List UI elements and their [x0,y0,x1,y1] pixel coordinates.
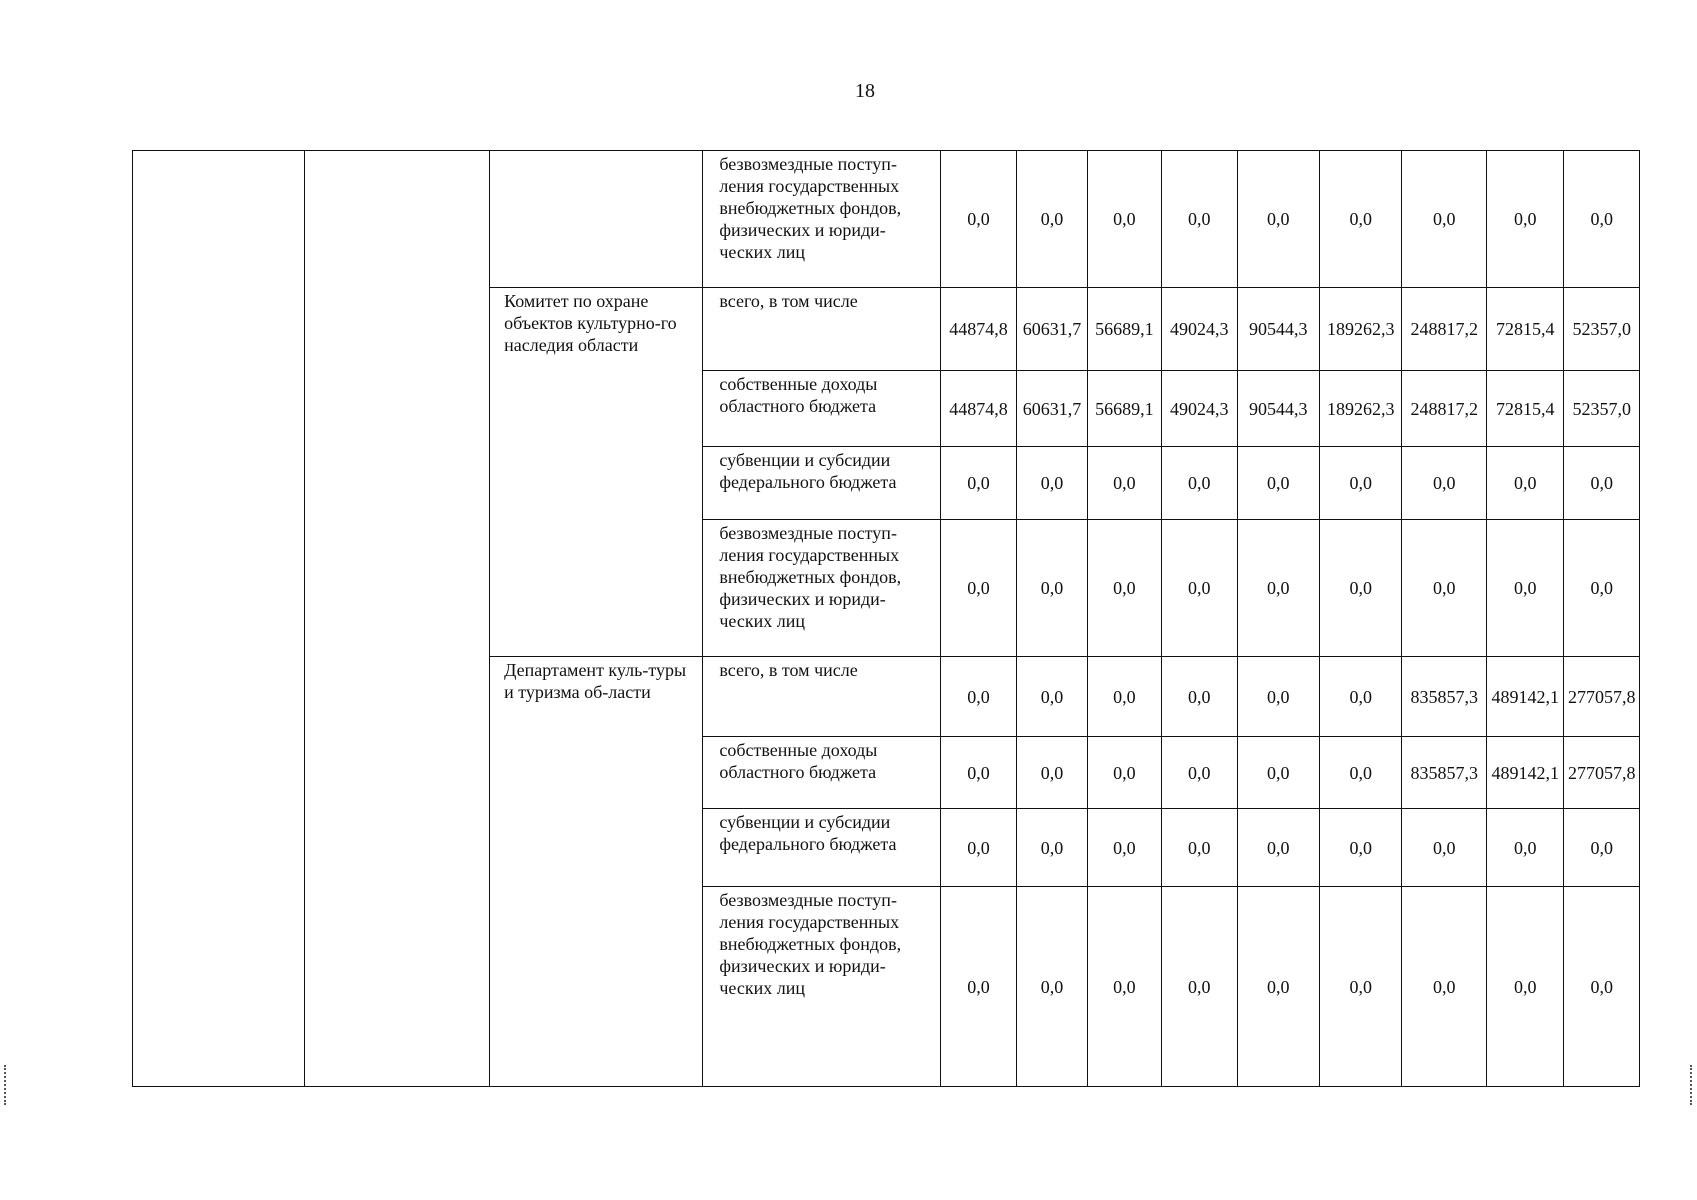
value-cell: 0,0 [940,887,1016,1087]
value-cell: 0,0 [1564,887,1640,1087]
value-cell: 0,0 [1320,520,1402,657]
value-cell: 0,0 [1087,887,1161,1087]
value-cell: 0,0 [1564,151,1640,288]
value-cell: 0,0 [1320,737,1402,809]
scan-edge-mark-left [4,1065,8,1105]
org-cell: Департамент куль-туры и туризма об-ласти [490,657,703,1087]
value-cell: 0,0 [940,809,1016,887]
value-cell: 0,0 [1486,447,1563,520]
value-cell: 0,0 [1162,657,1237,737]
funding-source-cell: всего, в том числе [703,288,940,371]
value-cell: 189262,3 [1320,371,1402,447]
value-cell: 0,0 [1320,887,1402,1087]
value-cell: 248817,2 [1402,288,1487,371]
value-cell: 0,0 [1320,657,1402,737]
page-number: 18 [855,80,875,102]
value-cell: 52357,0 [1564,288,1640,371]
funding-source-cell: безвозмездные поступ-ления государственных внебюджетных фондов, физических и юриди-ческих лиц [703,151,940,288]
empty-column-2 [305,151,490,1087]
funding-source-cell: безвозмездные поступ-ления государственных внебюджетных фондов, физических и юриди-ческих лиц [703,520,940,657]
value-cell: 60631,7 [1017,371,1087,447]
value-cell: 0,0 [1162,887,1237,1087]
value-cell: 56689,1 [1087,288,1161,371]
value-cell: 0,0 [1486,520,1563,657]
value-cell: 52357,0 [1564,371,1640,447]
value-cell: 0,0 [1162,809,1237,887]
value-cell: 72815,4 [1486,288,1563,371]
value-cell: 0,0 [1017,447,1087,520]
value-cell: 0,0 [940,447,1016,520]
value-cell: 0,0 [1237,657,1319,737]
table-row [133,151,1640,288]
funding-source-cell: собственные доходы областного бюджета [703,371,940,447]
value-cell: 0,0 [1017,887,1087,1087]
value-cell: 0,0 [1017,520,1087,657]
funding-source-cell: субвенции и субсидии федерального бюджета [703,447,940,520]
value-cell: 0,0 [1486,809,1563,887]
value-cell: 835857,3 [1402,737,1487,809]
value-cell: 0,0 [1402,151,1487,288]
scan-edge-mark-right [1690,1065,1694,1105]
value-cell: 489142,1 [1486,657,1563,737]
value-cell: 72815,4 [1486,371,1563,447]
value-cell: 0,0 [940,520,1016,657]
value-cell: 0,0 [940,657,1016,737]
value-cell: 0,0 [1564,520,1640,657]
value-cell: 0,0 [1017,737,1087,809]
value-cell: 0,0 [1320,809,1402,887]
value-cell: 0,0 [1017,657,1087,737]
value-cell: 49024,3 [1162,288,1237,371]
value-cell: 0,0 [1162,737,1237,809]
funding-source-cell: безвозмездные поступ-ления государственных внебюджетных фондов, физических и юриди-ческих лиц [703,887,940,1087]
org-cell: Комитет по охране объектов культурно-го наследия области [490,288,703,657]
value-cell: 0,0 [1087,520,1161,657]
value-cell: 0,0 [1087,447,1161,520]
value-cell: 0,0 [1237,809,1319,887]
value-cell: 0,0 [1087,657,1161,737]
value-cell: 835857,3 [1402,657,1487,737]
value-cell: 0,0 [1237,151,1319,288]
funding-source-cell: собственные доходы областного бюджета [703,737,940,809]
org-cell [490,151,703,288]
value-cell: 0,0 [1162,151,1237,288]
value-cell: 248817,2 [1402,371,1487,447]
value-cell: 90544,3 [1237,371,1319,447]
value-cell: 0,0 [1402,520,1487,657]
value-cell: 0,0 [940,737,1016,809]
value-cell: 44874,8 [940,371,1016,447]
value-cell: 60631,7 [1017,288,1087,371]
value-cell: 56689,1 [1087,371,1161,447]
funding-source-cell: всего, в том числе [703,657,940,737]
value-cell: 0,0 [1402,887,1487,1087]
value-cell: 0,0 [1402,447,1487,520]
value-cell: 0,0 [1162,447,1237,520]
value-cell: 0,0 [1087,151,1161,288]
value-cell: 0,0 [1320,447,1402,520]
value-cell: 0,0 [1486,151,1563,288]
value-cell: 0,0 [1237,887,1319,1087]
value-cell: 0,0 [1017,151,1087,288]
value-cell: 0,0 [1162,520,1237,657]
value-cell: 0,0 [1402,809,1487,887]
value-cell: 277057,8 [1564,657,1640,737]
value-cell: 49024,3 [1162,371,1237,447]
value-cell: 90544,3 [1237,288,1319,371]
empty-column-1 [133,151,305,1087]
value-cell: 0,0 [940,151,1016,288]
value-cell: 0,0 [1087,737,1161,809]
value-cell: 0,0 [1564,447,1640,520]
value-cell: 0,0 [1237,520,1319,657]
value-cell: 0,0 [1486,887,1563,1087]
value-cell: 277057,8 [1564,737,1640,809]
value-cell: 44874,8 [940,288,1016,371]
value-cell: 189262,3 [1320,288,1402,371]
funding-source-cell: субвенции и субсидии федерального бюджета [703,809,940,887]
value-cell: 489142,1 [1486,737,1563,809]
value-cell: 0,0 [1237,737,1319,809]
value-cell: 0,0 [1237,447,1319,520]
value-cell: 0,0 [1017,809,1087,887]
value-cell: 0,0 [1087,809,1161,887]
value-cell: 0,0 [1564,809,1640,887]
budget-table [132,150,1640,1087]
value-cell: 0,0 [1320,151,1402,288]
